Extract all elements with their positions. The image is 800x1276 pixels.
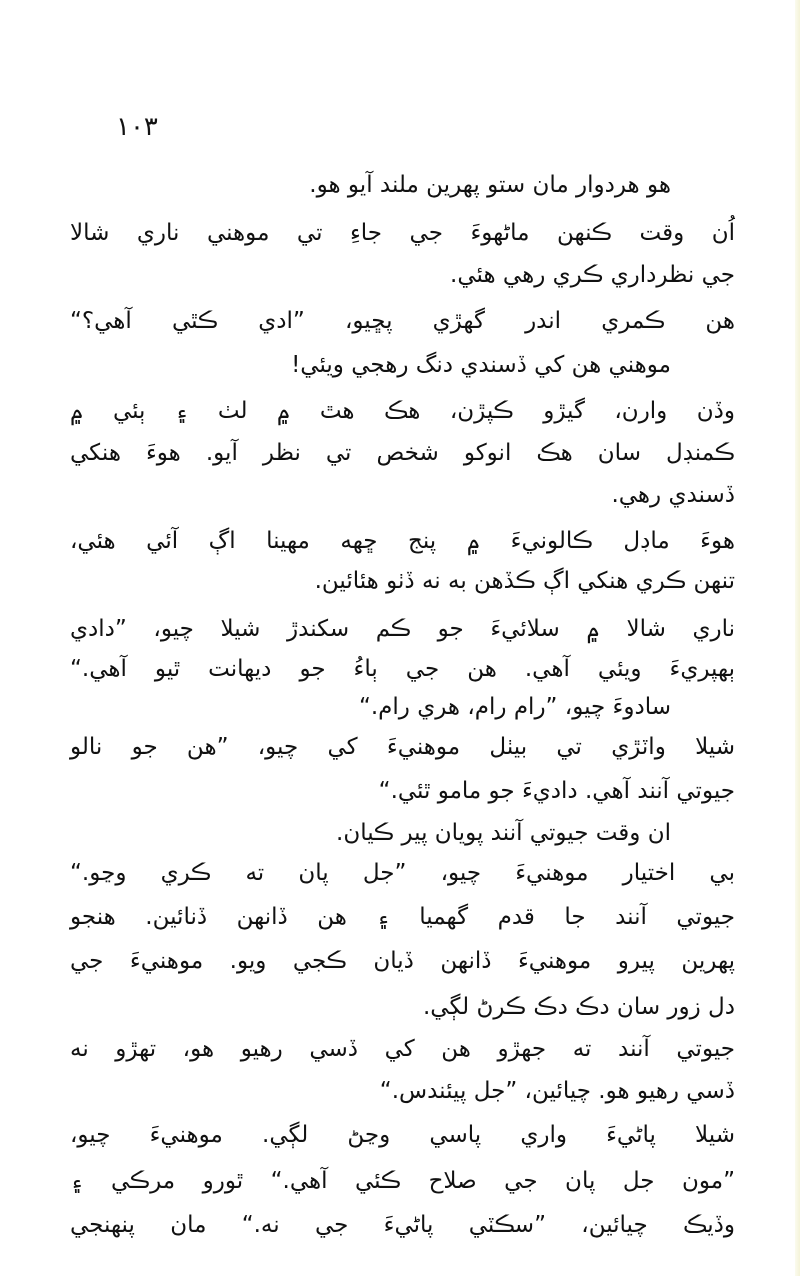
page-edge [795, 0, 800, 1276]
text-line: موهني هن کي ڏسندي دنگ رهجي ويئي! [291, 352, 671, 378]
text-line: جيوتي آنند ته جهڙو هن کي ڏسي رهيو هو، تهڙو نه [70, 1036, 735, 1062]
text-line: هو هردوار مان ستو پهرين ملند آيو هو. [309, 172, 671, 198]
text-line: ان وقت جيوتي آنند پويان پير ڪيان. [336, 820, 671, 846]
text-line: هوءَ ماڊل ڪالونيءَ ۾ پنج ڇهه مهينا اڳ آئي هئي، [70, 528, 735, 554]
text-line: وڏيڪ چيائين، ”سڪٽي پاڻيءَ جي نه.“ مان پنهنجي [70, 1212, 735, 1238]
text-line: ڪمنڊل سان هڪ انوکو شخص تي نظر آيو. هوءَ هنکي [70, 440, 735, 466]
text-line: هن ڪمري اندر گهڙي پڇيو، ”ادي ڪٿي آهي؟“ [70, 308, 735, 334]
text-line: شيلا پاڻيءَ واري پاسي وڃڻ لڳي. موهنيءَ چيو، [70, 1122, 735, 1148]
text-line: دل زور سان دڪ دڪ ڪرڻ لڳي. [422, 994, 735, 1020]
text-line: ”مون جل پان جي صلاح ڪئي آهي.“ ٿورو مرڪي ۽ [70, 1168, 735, 1194]
text-line: ڏسندي رهي. [611, 482, 735, 508]
text-line: ڏسي رهيو هو. چيائين، ”جل پيئندس.“ [379, 1078, 735, 1104]
text-line: وڏن وارن، گيڙو ڪپڙن، هڪ هٿ ۾ لٺ ۽ ٻئي ۾ [70, 398, 735, 424]
text-line: بي اختيار موهنيءَ چيو، ”جل پان ته ڪري وڃو.“ [70, 860, 735, 886]
text-line: پهرين پيرو موهنيءَ ڏانهن ڏيان ڪجي ويو. موهنيءَ جي [70, 948, 735, 974]
text-line: جيوتي آنند جا قدم گهميا ۽ هن ڏانهن ڏنائين. هنجو [70, 904, 735, 930]
text-line: شيلا واٽڙي تي بيٺل موهنيءَ کي چيو، ”هن جو نالو [70, 734, 735, 760]
text-line: اُن وقت ڪنهن ماڻهوءَ جي جاءِ تي موهني ناري شالا [70, 220, 735, 246]
text-line: جيوتي آنند آهي. داديءَ جو مامو ٿئي.“ [378, 778, 735, 804]
text-line: جي نظرداري ڪري رهي هئي. [450, 262, 735, 288]
page-number: ١٠٣ [116, 112, 158, 142]
text-line: ٻهپريءَ ويئي آهي. هن جي ٻاءُ جو ديهانت ٿيو آهي.“ [70, 656, 735, 682]
text-line: ناري شالا ۾ سلائيءَ جو ڪم سکندڙ شيلا چيو، ”دادي [70, 616, 735, 642]
text-line: تنهن ڪري هنکي اڳ ڪڏهن به نه ڏٺو هئائين. [314, 568, 735, 594]
text-line: سادوءَ چيو، ”رام رام، هري رام.“ [358, 694, 671, 720]
